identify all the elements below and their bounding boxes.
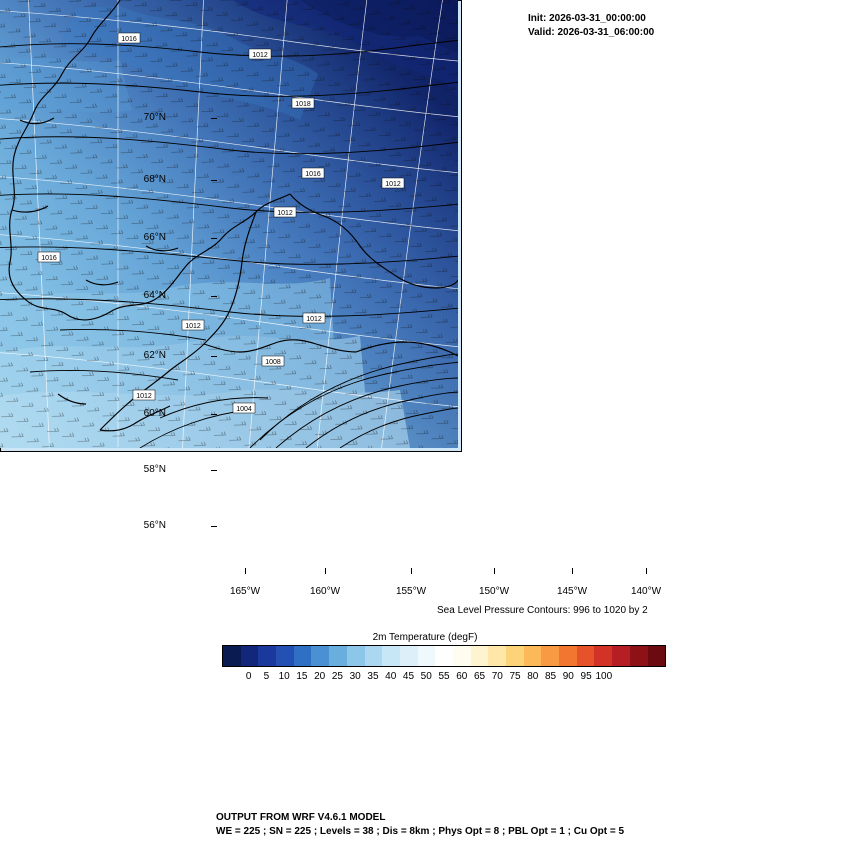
colorbar-tick-30: 30 — [349, 671, 361, 682]
svg-text:1018: 1018 — [295, 101, 311, 108]
colorbar-tick-5: 5 — [263, 671, 270, 682]
footer-model-line: OUTPUT FROM WRF V4.6.1 MODEL — [216, 812, 386, 823]
colorbar-swatch-15 — [488, 646, 506, 666]
svg-text:1012: 1012 — [385, 181, 401, 188]
x-axis-label-140w: 140°W — [630, 586, 662, 597]
x-axis-label-150w: 150°W — [478, 586, 510, 597]
colorbar-tick-70: 70 — [491, 671, 503, 682]
colorbar-tick-40: 40 — [385, 671, 397, 682]
y-tick — [211, 356, 217, 357]
init-time: Init: 2026-03-31_00:00:00 — [528, 13, 646, 24]
colorbar-tick-45: 45 — [402, 671, 415, 682]
svg-text:1012: 1012 — [185, 323, 201, 330]
x-axis-label-165w: 165°W — [229, 586, 261, 597]
colorbar-ticks — [222, 671, 666, 685]
map-plot-area — [0, 0, 462, 452]
wind-barbs-overlay — [0, 0, 458, 448]
colorbar-swatch-14 — [471, 646, 489, 666]
svg-text:1012: 1012 — [136, 393, 152, 400]
contour-interval-note: Sea Level Pressure Contours: 996 to 1020 by 2 — [437, 605, 648, 616]
colorbar-swatch-7 — [347, 646, 365, 666]
y-tick — [211, 238, 217, 239]
colorbar-tick-25: 25 — [331, 671, 343, 682]
colorbar-swatch-4 — [294, 646, 312, 666]
colorbar-swatch-2 — [258, 646, 276, 666]
colorbar-swatch-19 — [559, 646, 577, 666]
colorbar-tick-15: 15 — [296, 671, 308, 682]
colorbar-swatch-6 — [329, 646, 347, 666]
colorbar-tick-35: 35 — [367, 671, 379, 682]
x-tick — [245, 568, 246, 574]
x-tick — [572, 568, 573, 574]
y-tick — [211, 526, 217, 527]
colorbar-tick-0: 0 — [245, 671, 252, 682]
colorbar-title: 2m Temperature (degF) — [372, 632, 478, 643]
y-tick — [211, 414, 217, 415]
x-axis-label-145w: 145°W — [556, 586, 588, 597]
colorbar-tick-65: 65 — [473, 671, 486, 682]
svg-text:1008: 1008 — [265, 359, 281, 366]
colorbar-tick-55: 55 — [438, 671, 450, 682]
y-axis-label-58n: 58°N — [143, 464, 166, 475]
y-axis-label-64n: 64°N — [143, 290, 166, 301]
x-tick — [646, 568, 647, 574]
colorbar-swatch-11 — [418, 646, 436, 666]
colorbar-swatch-21 — [594, 646, 612, 666]
colorbar-swatch-0 — [223, 646, 241, 666]
x-tick — [494, 568, 495, 574]
x-tick — [411, 568, 412, 574]
colorbar-tick-75: 75 — [509, 671, 521, 682]
colorbar-tick-60: 60 — [456, 671, 468, 682]
colorbar-swatch-18 — [541, 646, 559, 666]
colorbar-tick-20: 20 — [314, 671, 326, 682]
valid-time: Valid: 2026-03-31_06:00:00 — [528, 27, 655, 38]
colorbar-swatch-16 — [506, 646, 524, 666]
colorbar-tick-10: 10 — [278, 671, 290, 682]
colorbar-tick-95: 95 — [580, 671, 592, 682]
svg-text:1012: 1012 — [252, 52, 268, 59]
svg-text:1012: 1012 — [306, 316, 322, 323]
colorbar-swatch-23 — [630, 646, 648, 666]
colorbar-tick-90: 90 — [562, 671, 574, 682]
y-axis-label-56n: 56°N — [143, 520, 166, 531]
y-tick — [211, 470, 217, 471]
y-axis-label-66n: 66°N — [143, 232, 166, 243]
footer-config-line: WE = 225 ; SN = 225 ; Levels = 38 ; Dis = 8km ; Phys Opt = 8 ; PBL Opt = 1 ; Cu Opt = 5 — [216, 826, 625, 837]
map-figure — [0, 0, 458, 448]
colorbar-swatch-17 — [524, 646, 542, 666]
x-axis-label-160w: 160°W — [309, 586, 341, 597]
colorbar-swatch-12 — [435, 646, 453, 666]
svg-text:1016: 1016 — [305, 171, 321, 178]
colorbar-swatch-22 — [612, 646, 630, 666]
colorbar-tick-100: 100 — [595, 671, 613, 682]
x-tick — [325, 568, 326, 574]
colorbar-swatch-8 — [365, 646, 383, 666]
colorbar-swatch-5 — [311, 646, 329, 666]
colorbar-tick-80: 80 — [527, 671, 539, 682]
colorbar-swatch-20 — [577, 646, 595, 666]
y-tick — [211, 180, 217, 181]
colorbar-tick-50: 50 — [420, 671, 432, 682]
svg-text:1016: 1016 — [121, 36, 137, 43]
svg-text:1004: 1004 — [236, 406, 252, 413]
svg-text:1016: 1016 — [41, 255, 57, 262]
colorbar-swatch-10 — [400, 646, 418, 666]
svg-text:1012: 1012 — [277, 210, 293, 217]
colorbar-swatch-24 — [648, 646, 666, 666]
colorbar-swatch-13 — [453, 646, 471, 666]
colorbar-swatch-9 — [382, 646, 400, 666]
y-axis-label-60n: 60°N — [143, 408, 166, 419]
y-tick — [211, 118, 217, 119]
colorbar-tick-85: 85 — [544, 671, 557, 682]
y-tick — [211, 296, 217, 297]
colorbar-swatch-1 — [241, 646, 259, 666]
y-axis-label-68n: 68°N — [143, 174, 166, 185]
x-axis-label-155w: 155°W — [395, 586, 427, 597]
colorbar — [222, 645, 666, 667]
y-axis-label-70n: 70°N — [143, 112, 166, 123]
y-axis-label-62n: 62°N — [143, 350, 166, 361]
colorbar-swatch-3 — [276, 646, 294, 666]
